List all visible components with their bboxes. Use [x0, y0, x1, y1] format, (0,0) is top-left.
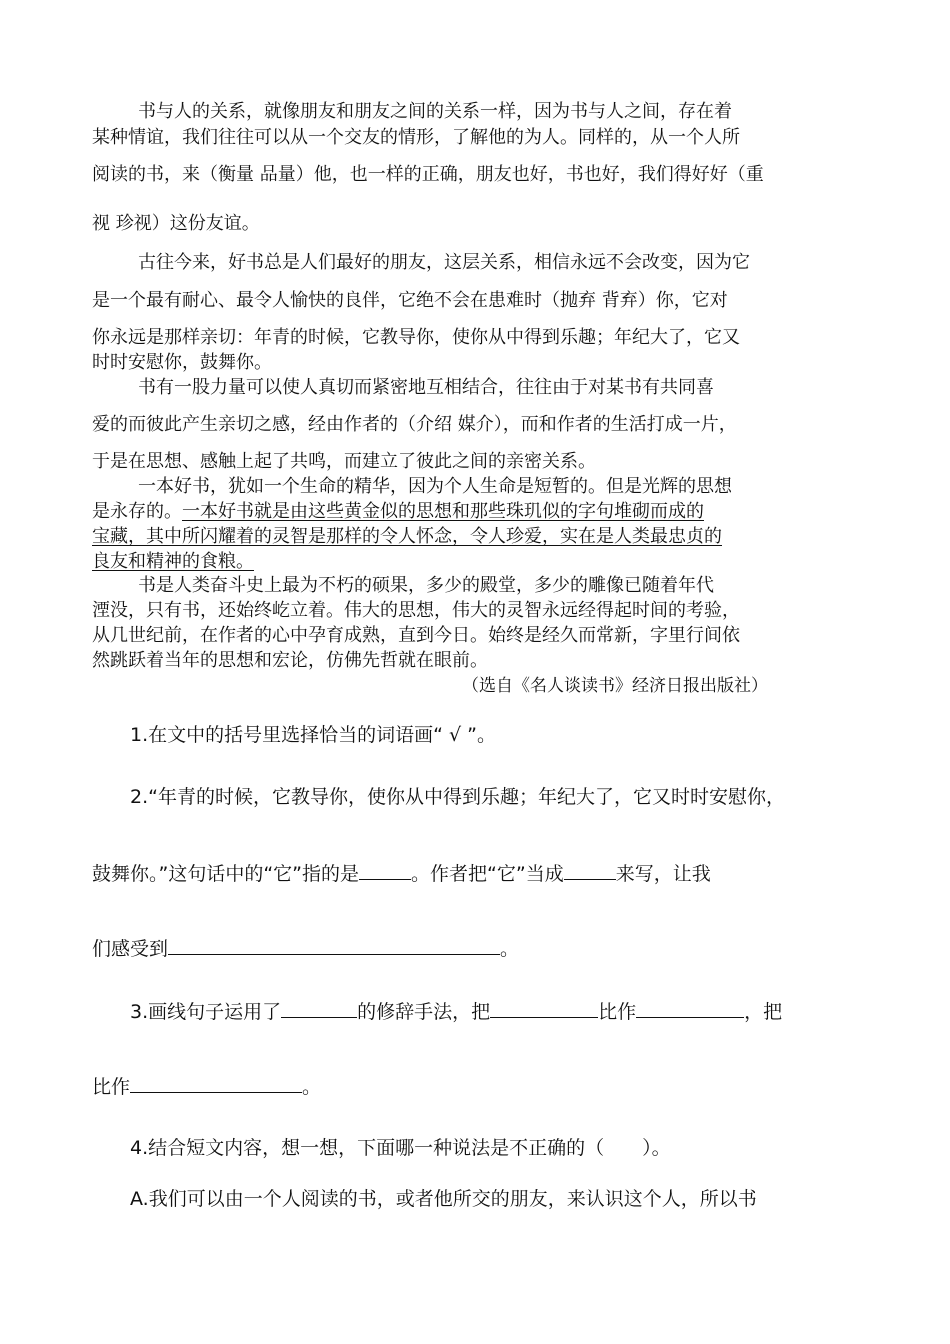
passage-p4-line1: 一本好书，犹如一个生命的精华，因为个人生命是短暂的。但是光辉的思想: [138, 476, 732, 497]
question-2-text-b: 。作者把“它”当成: [411, 863, 564, 885]
passage-p2-line3: 你永远是那样亲切：年青的时候，它教导你，使你从中得到乐趣；年纪大了，它又: [92, 327, 740, 348]
passage-p5-line1: 书是人类奋斗史上最为不朽的硕果，多少的殿堂，多少的雕像已随着年代: [138, 575, 714, 596]
question-2-line1: 2.“年青的时候，它教导你，使你从中得到乐趣；年纪大了，它又时时安慰你，: [130, 786, 785, 808]
question-1: 1.在文中的括号里选择恰当的词语画“ √ ”。: [130, 724, 497, 746]
question-3-line2: [92, 1072, 862, 1100]
question-2-text-e: 。: [500, 938, 520, 960]
answer-blank-compare-to-1[interactable]: [636, 997, 744, 1018]
question-2-text-a: 鼓舞你。”这句话中的“它”指的是: [92, 863, 360, 885]
passage-p1-line4: 视 珍视）这份友谊。: [92, 213, 260, 234]
answer-blank-it-refers-to[interactable]: [359, 859, 411, 880]
passage-p5-line2: 湮没，只有书，还始终屹立着。伟大的思想，伟大的灵智永远经得起时间的考验，: [92, 600, 740, 621]
answer-blank-rhetoric[interactable]: [281, 997, 357, 1018]
underlined-sentence-part2: 宝藏，其中所闪耀着的灵智是那样的令人怀念，令人珍爱，实在是人类最忠贞的: [92, 526, 722, 547]
answer-blank-we-feel[interactable]: [168, 934, 500, 955]
passage-p2-line4: 时时安慰你，鼓舞你。: [92, 352, 272, 373]
underlined-sentence-part3: 良友和精神的食粮。: [92, 551, 254, 572]
question-3-text-d: ，把: [744, 1001, 783, 1023]
question-3-text-b: 的修辞手法，把: [357, 1001, 491, 1023]
passage-p2-line1: 古往今来，好书总是人们最好的朋友，这层关系，相信永远不会改变，因为它: [138, 252, 750, 273]
answer-blank-compare-from-1[interactable]: [490, 997, 598, 1018]
question-3-text-e: 比作: [92, 1076, 131, 1098]
passage-p1-line2: 某种情谊，我们往往可以从一个交友的情形，了解他的为人。同样的，从一个人所: [92, 127, 740, 148]
question-3-text-a: 3.画线句子运用了: [130, 1001, 282, 1023]
question-3-text-f: 。: [302, 1076, 322, 1098]
question-4-stem: 4.结合短文内容，想一想，下面哪一种说法是不正确的（ ）。: [130, 1137, 671, 1159]
passage-p3-line3: 于是在思想、感触上起了共鸣，而建立了彼此之间的亲密关系。: [92, 451, 596, 472]
passage-p5-line3: 从几世纪前，在作者的心中孕育成熟，直到今日。始终是经久而常新，字里行间依: [92, 625, 740, 646]
passage-p5-line4: 然跳跃着当年的思想和宏论，仿佛先哲就在眼前。: [92, 650, 488, 671]
answer-blank-treated-as[interactable]: [564, 859, 616, 880]
question-4-option-a[interactable]: A.我们可以由一个人阅读的书，或者他所交的朋友，来认识这个人，所以书: [130, 1188, 757, 1210]
passage-p4-line2-plain: 是永存的。: [92, 501, 182, 522]
question-2-text-d: 们感受到: [92, 938, 169, 960]
passage-source: （选自《名人谈读书》经济日报出版社）: [462, 676, 768, 696]
question-2-line3: [92, 934, 862, 962]
question-3-text-c: 比作: [598, 1001, 637, 1023]
passage-p4-line2: [92, 500, 862, 524]
question-3-line1: [130, 997, 862, 1025]
question-2-text-c: 来写，让我: [615, 863, 711, 885]
answer-blank-compare-to-2[interactable]: [130, 1072, 302, 1093]
question-2-line2: [92, 859, 862, 887]
passage-p3-line1: 书有一股力量可以使人真切而紧密地互相结合，往往由于对某书有共同喜: [138, 377, 714, 398]
passage-p2-line2: 是一个最有耐心、最令人愉快的良伴，它绝不会在患难时（抛弃 背弃）你，它对: [92, 290, 728, 311]
passage-p1-line1: 书与人的关系，就像朋友和朋友之间的关系一样，因为书与人之间，存在着: [138, 101, 732, 122]
passage-p3-line2: 爱的而彼此产生亲切之感，经由作者的（介绍 媒介），而和作者的生活打成一片，: [92, 414, 737, 435]
passage-p1-line3: 阅读的书，来（衡量 品量）他，也一样的正确，朋友也好，书也好，我们得好好（重: [92, 164, 764, 185]
underlined-sentence-part1: 一本好书就是由这些黄金似的思想和那些珠玑似的字句堆砌而成的: [182, 501, 704, 522]
